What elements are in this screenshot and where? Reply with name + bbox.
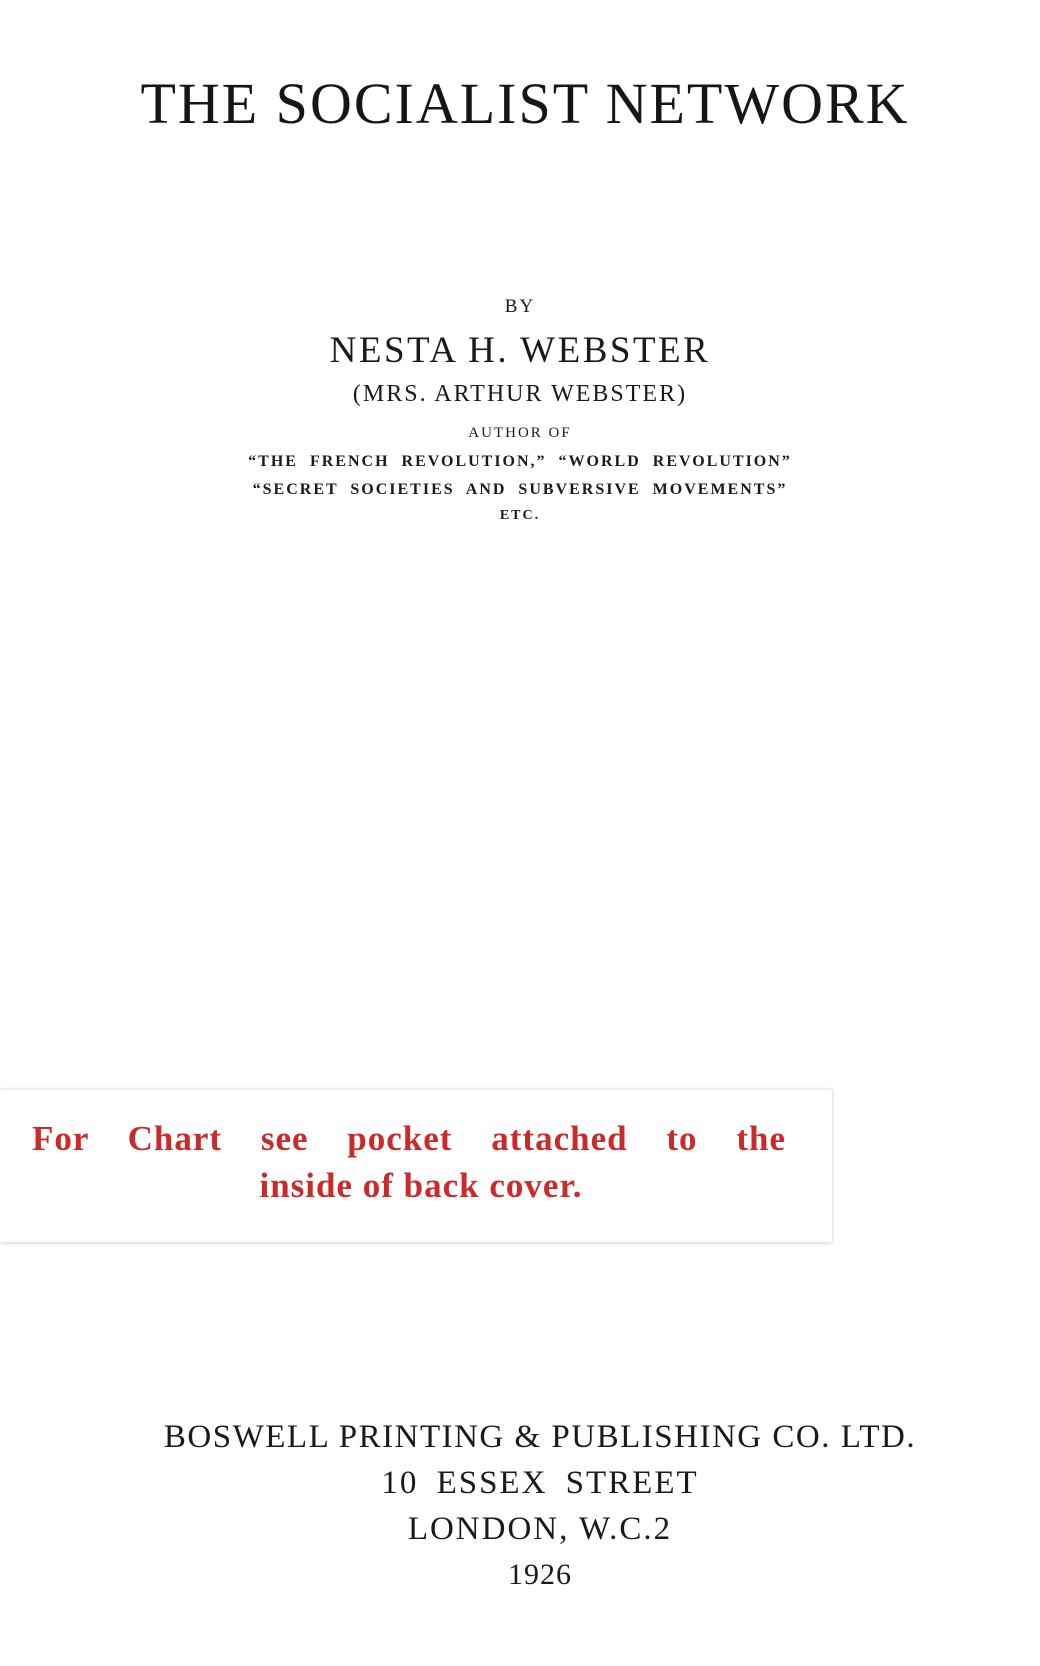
previous-works-line-1: “THE FRENCH REVOLUTION,” “WORLD REVOLUTION”	[248, 453, 792, 470]
publisher-city: LONDON, W.C.2	[407, 1511, 673, 1547]
publication-year: 1926	[508, 1558, 572, 1591]
previous-works-line-2: “SECRET SOCIETIES AND SUBVERSIVE MOVEMENTS”	[252, 481, 788, 498]
publisher-name: BOSWELL PRINTING & PUBLISHING CO. LTD.	[163, 1419, 917, 1455]
notice-line-2: inside of back cover.	[259, 1166, 583, 1205]
notice-line-1: For Chart see pocket attached to the	[32, 1119, 786, 1158]
etc-label: ETC.	[499, 508, 541, 523]
book-title: THE SOCIALIST NETWORK	[140, 71, 910, 136]
author-alternate-name: (MRS. ARTHUR WEBSTER)	[352, 381, 688, 407]
author-of-label: AUTHOR OF	[468, 425, 572, 441]
byline-block	[0, 296, 1040, 526]
publisher-block	[0, 1415, 1040, 1595]
chart-notice-slip	[0, 1089, 832, 1242]
author-name: NESTA H. WEBSTER	[329, 330, 711, 371]
by-label: BY	[504, 296, 536, 317]
publisher-street: 10 ESSEX STREET	[381, 1465, 699, 1501]
